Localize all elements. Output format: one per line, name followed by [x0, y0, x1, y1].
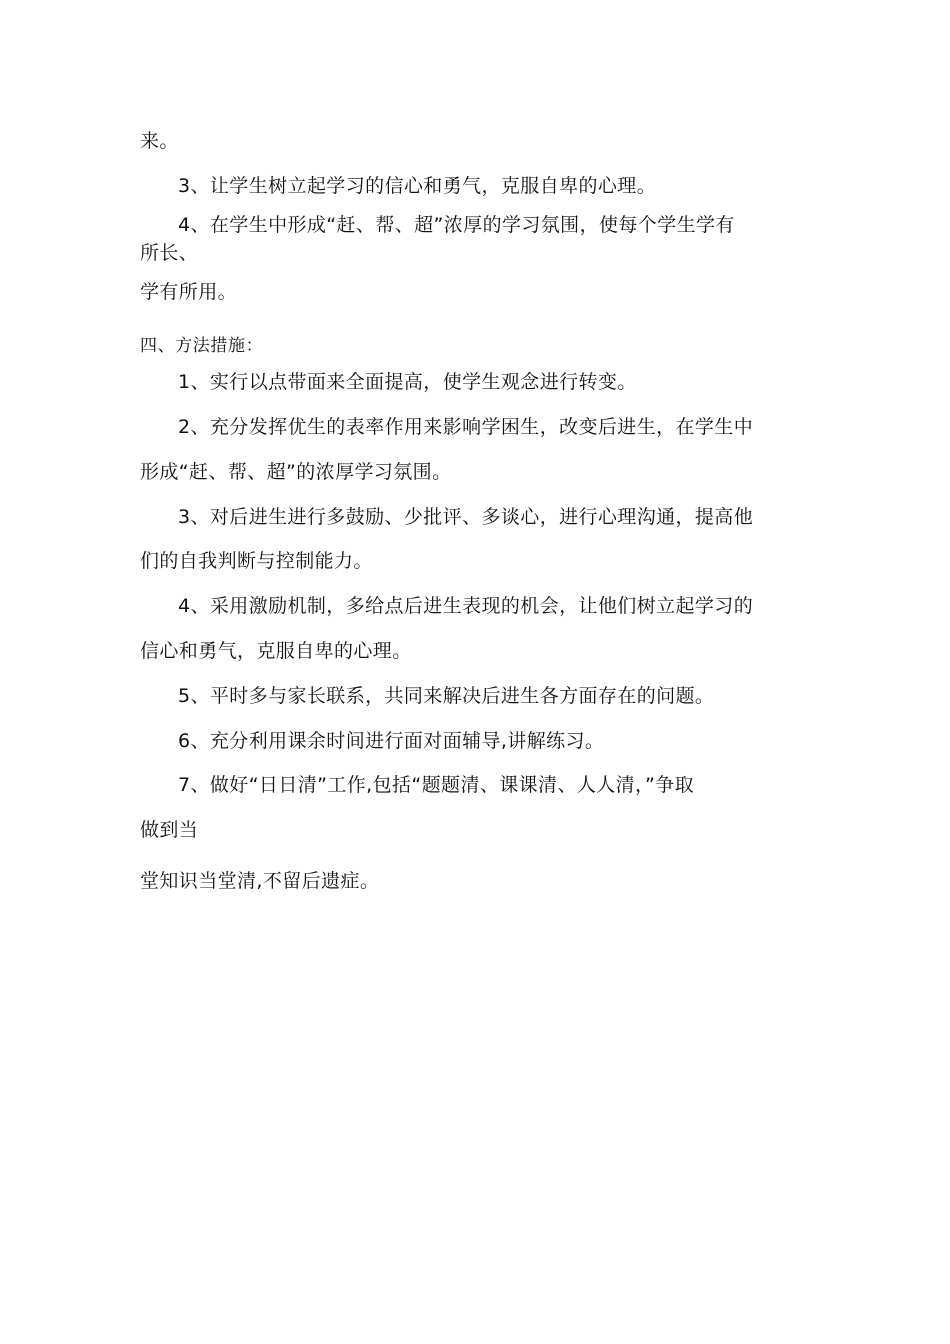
- text-line-continuation: 来。: [140, 130, 179, 152]
- text-line-method-7: 7、做好“日日清”工作,包括“题题清、课课清、人人清，”争取: [178, 774, 695, 796]
- text-line-method-6: 6、充分利用课余时间进行面对面辅导,讲解练习。: [178, 730, 605, 752]
- section-heading-methods: 四、方法措施：: [140, 336, 264, 356]
- text-line-method-1: 1、实行以点带面来全面提高，使学生观念进行转变。: [178, 371, 637, 393]
- text-line-goal-4: 4、在学生中形成“赶、帮、超”浓厚的学习氛围，使每个学生学有: [178, 214, 735, 236]
- text-line-method-3: 3、对后进生进行多鼓励、少批评、多谈心，进行心理沟通，提高他: [178, 506, 754, 528]
- text-line-method-5: 5、平时多与家长联系，共同来解决后进生各方面存在的问题。: [178, 685, 715, 707]
- text-line-method-2: 2、充分发挥优生的表率作用来影响学困生，改变后进生，在学生中: [178, 416, 754, 438]
- text-line-method-4-cont: 信心和勇气，克服自卑的心理。: [140, 640, 412, 662]
- text-line-method-4: 4、采用激励机制，多给点后进生表现的机会，让他们树立起学习的: [178, 595, 754, 617]
- text-line-method-7-cont: 做到当: [140, 819, 199, 841]
- text-line-goal-4-cont: 所长、: [140, 242, 199, 264]
- text-line-method-7-end: 堂知识当堂清,不留后遗症。: [140, 870, 380, 892]
- text-line-goal-4-end: 学有所用。: [140, 281, 238, 303]
- text-line-method-3-cont: 们的自我判断与控制能力。: [140, 550, 373, 572]
- text-line-goal-3: 3、让学生树立起学习的信心和勇气，克服自卑的心理。: [178, 175, 657, 197]
- text-line-method-2-cont: 形成“赶、帮、超”的浓厚学习氛围。: [140, 461, 452, 483]
